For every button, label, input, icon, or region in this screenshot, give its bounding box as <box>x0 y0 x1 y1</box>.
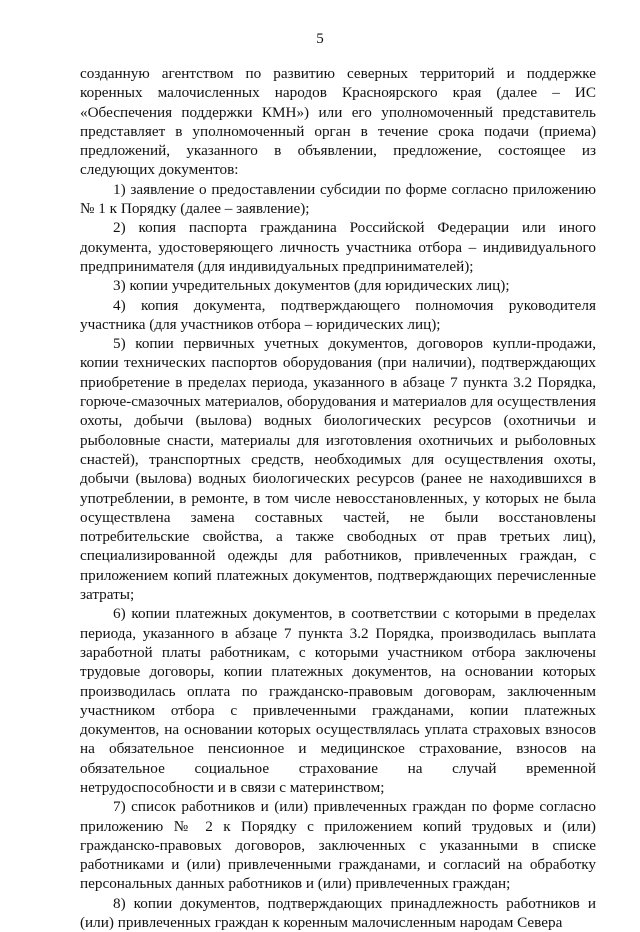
document-body <box>80 64 596 932</box>
paragraph-continuation: созданную агентством по развитию северных территорий и поддержке коренных малочисленных народов Красноярского края (далее – ИС «Обеспечения поддержки КМН») или его уполномоченный представитель представляет в уполномоченный орган в течение срока подачи (приема) предложений, указанного в объявлении, предложение, состоящее из следующих документов: <box>80 65 596 179</box>
list-item-3-constituent-documents: 3) копии учредительных документов (для юридических лиц); <box>113 277 510 295</box>
list-item-1-application: 1) заявление о предоставлении субсидии по форме согласно приложению № 1 к Порядку (далее – заявление); <box>80 180 596 218</box>
list-item-6-payment-documents: 6) копии платежных документов, в соответствии с которыми в пределах периода, указанного в абзаце 7 пункта 3.2 Порядка, производилась выплата заработной платы работникам, с которыми участником отбора заключены трудовые договоры, копии платежных документов, на основании которых производилась оплата по гражданско-правовым договорам, заключенным участником отбора с привлеченными гражданами, копии платежных документов, на основании которых осуществлялась уплата страховых взносов на обязательное пенсионное и медицинское страхование, взносов на обязательное социальное страхование на случай временной нетрудоспособности и в связи с материнством; <box>80 605 596 796</box>
list-item-8-indigenous-affiliation: 8) копии документов, подтверждающих принадлежность работников и (или) привлеченных граждан к коренным малочисленным народам Севера <box>80 894 596 932</box>
list-item-2-passport-copy: 2) копия паспорта гражданина Российской Федерации или иного документа, удостоверяющего личность участника отбора – индивидуального предпринимателя (для индивидуальных предпринимателей); <box>80 219 596 275</box>
list-item-5-accounting-documents: 5) копии первичных учетных документов, договоров купли-продажи, копии технических паспортов оборудования (при наличии), подтверждающих приобретение в пределах периода, указанного в абзаце 7 пункта 3.2 Порядка, горюче-смазочных материалов, оборудования и материалов для осуществления охоты, добычи (вылова) водных биологических ресурсов (охотничьи и рыболовные снасти, материалы для изготовления охотничьих и рыболовных снастей), транспортных средств, необходимых для осуществления охоты, добычи (вылова) водных биологических ресурсов (ранее не находившихся в употреблении, в ремонте, в том числе невосстановленных, у которых не была осуществлена замена составных частей, не были восстановлены потребительские свойства, а также свободных от прав третьих лиц), специализированной одежды для работников, привлеченных граждан, с приложением копий платежных документов, подтверждающих перечисленные затраты; <box>80 335 596 604</box>
list-item-4-authority-document: 4) копия документа, подтверждающего полномочия руководителя участника (для участников отбора – юридических лиц); <box>80 296 596 333</box>
list-item-7-employee-list: 7) список работников и (или) привлеченных граждан по форме согласно приложению № 2 к Порядку с приложением копий трудовых и (или) гражданско-правовых договоров, заключенных с указанными в списке работниками и (или) привлеченными гражданами, и согласий на обработку персональных данных работников и (или) привлеченных граждан; <box>80 798 596 893</box>
page-number: 5 <box>316 31 324 47</box>
